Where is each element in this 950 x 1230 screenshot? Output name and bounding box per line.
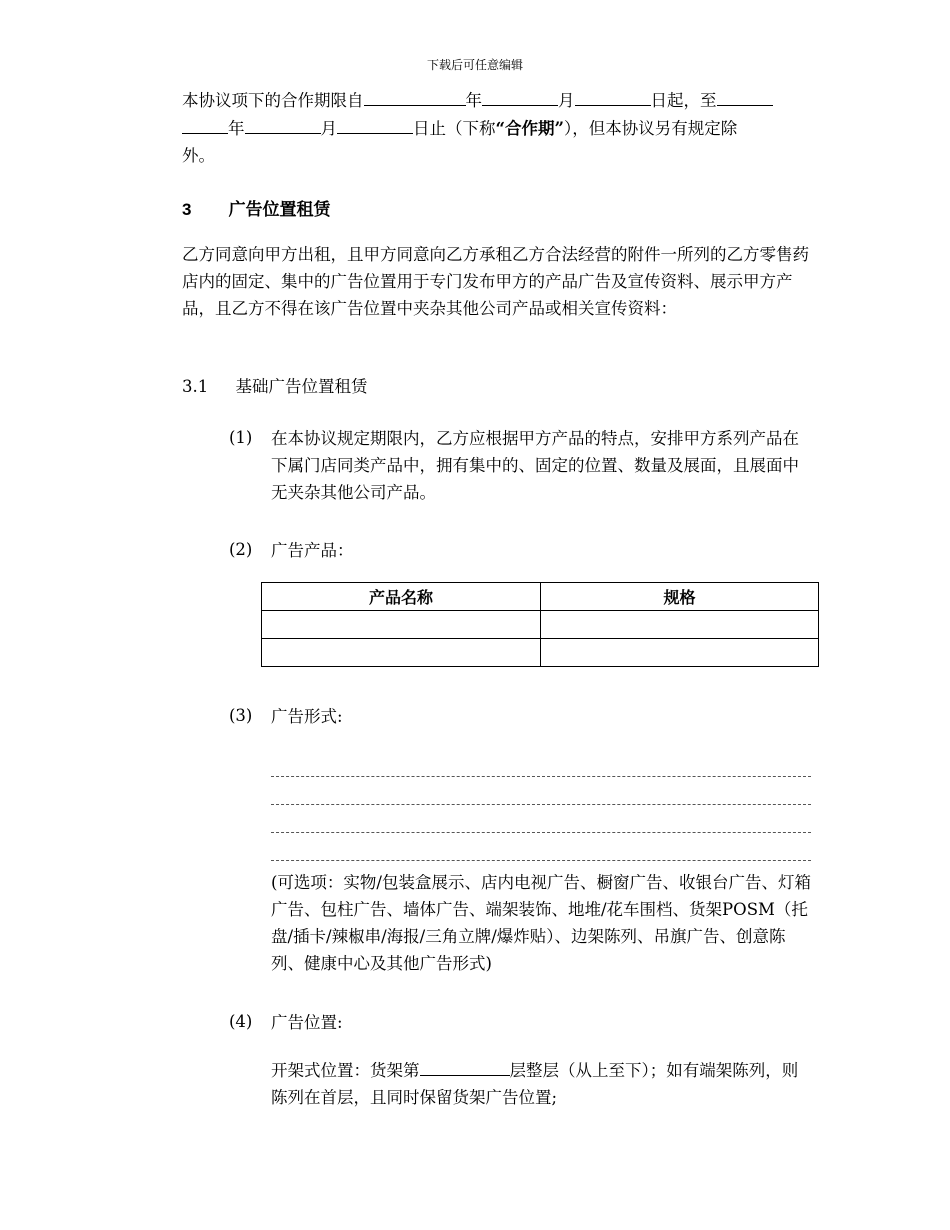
start-month-blank[interactable] bbox=[482, 86, 558, 106]
shelf-text-start: 开架式位置：货架第 bbox=[271, 1061, 420, 1080]
page-header: 下载后可任意编辑 bbox=[426, 58, 523, 72]
term-defined: “合作期” bbox=[495, 119, 564, 138]
start-day-blank[interactable] bbox=[575, 86, 651, 106]
end-month-blank[interactable] bbox=[245, 114, 321, 134]
fill-in-line[interactable] bbox=[271, 832, 811, 833]
day-label: 日起，至 bbox=[650, 91, 717, 110]
product-table bbox=[261, 582, 819, 667]
month-label: 月 bbox=[320, 119, 337, 138]
month-label: 月 bbox=[558, 91, 575, 110]
column-header-product-name: 产品名称 bbox=[262, 583, 541, 611]
subsection-title: 基础广告位置租赁 bbox=[235, 377, 368, 396]
cooperation-term-paragraph bbox=[182, 86, 812, 169]
year-label: 年 bbox=[228, 119, 245, 138]
term-text-tail: ），但本协议另有规定除 bbox=[563, 119, 738, 138]
item-2-text: 广告产品： bbox=[271, 541, 354, 560]
item-1-number: (1) bbox=[229, 428, 253, 447]
start-year-blank[interactable] bbox=[364, 86, 466, 106]
table-row bbox=[262, 639, 819, 667]
item-4-number: (4) bbox=[229, 1012, 253, 1031]
subsection-number: 3.1 bbox=[182, 377, 209, 396]
year-label: 年 bbox=[465, 91, 482, 110]
item-1-text: 在本协议规定期限内，乙方应根据甲方产品的特点，安排甲方系列产品在下属门店同类产品中，拥有集中的、固定的位置、数量及展面，且展面中无夹杂其他公司产品。 bbox=[271, 429, 799, 502]
item-4-text: 广告位置: bbox=[271, 1013, 343, 1032]
table-cell[interactable] bbox=[541, 611, 819, 639]
ad-position-detail bbox=[271, 1056, 813, 1111]
column-header-spec: 规格 bbox=[541, 583, 819, 611]
section-3-body: 乙方同意向甲方出租，且甲方同意向乙方承租乙方合法经营的附件一所列的乙方零售药店内的固定、集中的广告位置用于专门发布甲方的产品广告及宣传资料、展示甲方产品，且乙方不得在该广告位置中夹杂其他公司产品或相关宣传资料： bbox=[182, 245, 809, 318]
end-year-blank-part1[interactable] bbox=[717, 86, 773, 106]
item-2-number: (2) bbox=[229, 540, 253, 559]
shelf-text-end: 层整层（从上至下）；如有端架陈列，则陈列在首层，且同时保留货架广告位置; bbox=[271, 1061, 799, 1107]
table-cell[interactable] bbox=[262, 611, 541, 639]
term-text-end: 外。 bbox=[182, 146, 215, 165]
table-row bbox=[262, 611, 819, 639]
fill-in-line[interactable] bbox=[271, 860, 811, 861]
item-3-text: 广告形式: bbox=[271, 707, 343, 726]
section-3-heading bbox=[182, 195, 331, 220]
table-header-row bbox=[262, 583, 819, 611]
item-3-number: (3) bbox=[229, 706, 253, 725]
fill-in-line[interactable] bbox=[271, 804, 811, 805]
ad-form-options: (可选项：实物/包装盒展示、店内电视广告、橱窗广告、收银台广告、灯箱广告、包柱广告、墙体广告、端架装饰、地堆/花车围档、货架POSM（托盘/插卡/辣椒串/海报/三角立牌/爆炸贴）、边架陈列、吊旗广告、创意陈列、健康中心及其他广告形式) bbox=[271, 873, 811, 973]
term-text-start: 本协议项下的合作期限自 bbox=[182, 91, 364, 110]
end-day-blank[interactable] bbox=[337, 114, 413, 134]
end-year-blank-part2[interactable] bbox=[182, 114, 228, 134]
shelf-level-blank[interactable] bbox=[420, 1056, 510, 1076]
table-cell[interactable] bbox=[262, 639, 541, 667]
section-title: 广告位置租赁 bbox=[228, 200, 331, 220]
section-number: 3 bbox=[182, 200, 192, 219]
day-label: 日止（下称 bbox=[413, 119, 496, 138]
table-cell[interactable] bbox=[541, 639, 819, 667]
subsection-3-1-heading bbox=[182, 373, 368, 397]
fill-in-line[interactable] bbox=[271, 776, 811, 777]
